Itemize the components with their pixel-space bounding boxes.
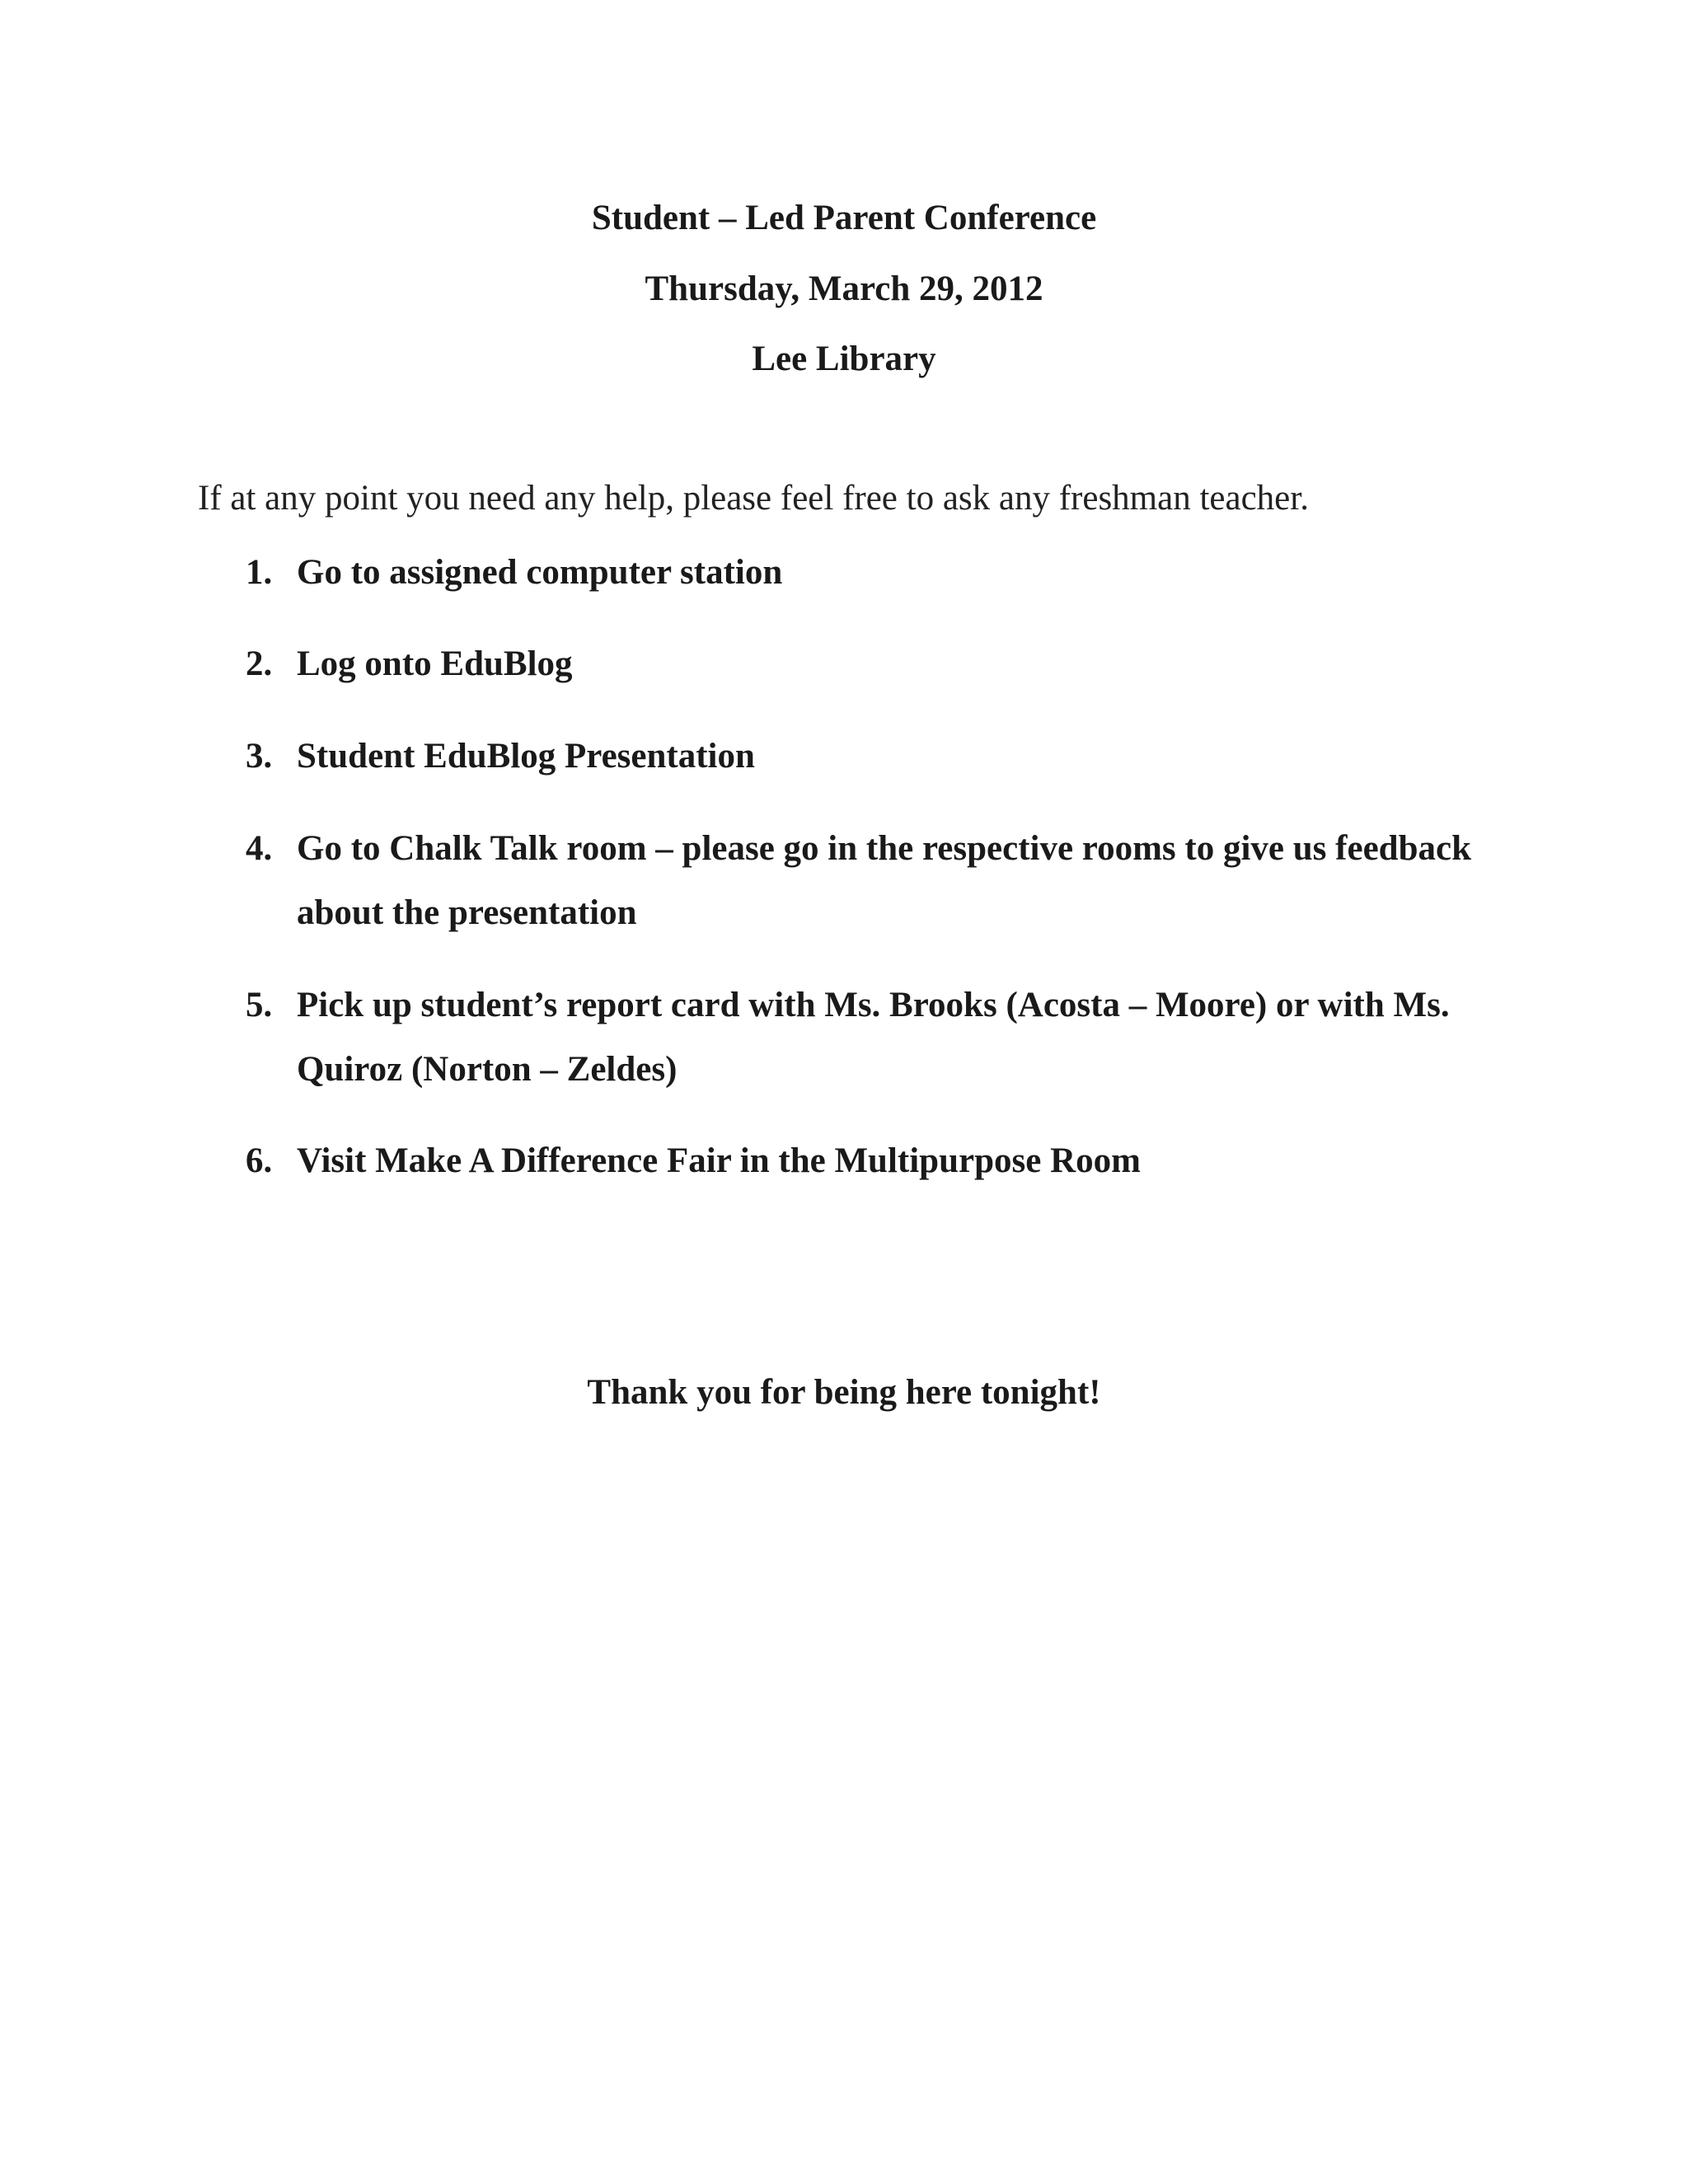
step-text: Pick up student’s report card with Ms. Brooks (Acosta – Moore) or with Ms. Quiroz (Norton – Zeldes)	[297, 986, 1450, 1089]
step-text: Log onto EduBlog	[297, 644, 573, 683]
event-date: Thursday, March 29, 2012	[645, 269, 1043, 308]
closing-message: Thank you for being here tonight!	[587, 1373, 1101, 1412]
list-item	[246, 724, 1531, 789]
step-text: Student EduBlog Presentation	[297, 737, 755, 776]
list-item	[246, 817, 1531, 945]
step-number: 6.	[246, 1141, 273, 1180]
list-item	[246, 632, 1531, 696]
step-text: Go to assigned computer station	[297, 553, 783, 592]
event-location: Lee Library	[752, 340, 936, 378]
step-number: 3.	[246, 737, 273, 776]
list-item	[246, 973, 1531, 1102]
list-item	[246, 541, 1531, 605]
step-text: Visit Make A Difference Fair in the Multipurpose Room	[297, 1141, 1141, 1180]
step-number: 1.	[246, 553, 273, 592]
step-number: 2.	[246, 644, 273, 683]
list-item	[246, 1129, 1531, 1193]
intro-text: If at any point you need any help, please feel free to ask any freshman teacher.	[198, 479, 1309, 518]
step-number: 5.	[246, 986, 273, 1024]
document-title: Student – Led Parent Conference	[591, 199, 1097, 237]
step-text: Go to Chalk Talk room – please go in the respective rooms to give us feedback about the presentation	[297, 829, 1471, 932]
step-number: 4.	[246, 829, 273, 868]
